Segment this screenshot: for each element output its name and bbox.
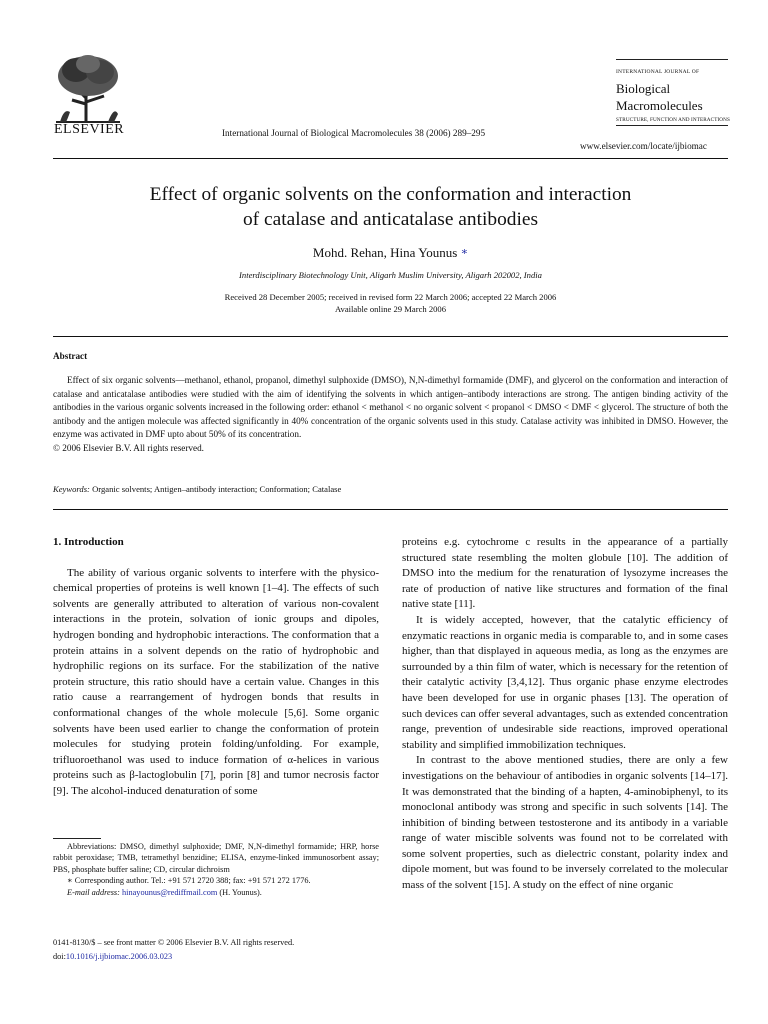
keywords-label: Keywords: — [53, 484, 90, 494]
corresponding-author-footnote: ∗ Corresponding author. Tel.: +91 571 2720 388; fax: +91 571 272 1776. — [67, 876, 311, 886]
abstract-bottom-rule — [53, 509, 728, 510]
journal-citation: International Journal of Biological Macromolecules 38 (2006) 289–295 — [222, 128, 486, 138]
footnote-rule — [53, 838, 101, 839]
article-title — [53, 182, 728, 232]
journal-url-link[interactable]: www.elsevier.com/locate/ijbiomac — [580, 141, 707, 151]
journal-brand-name — [616, 80, 703, 114]
doi-label: doi: — [53, 951, 66, 961]
doi-link[interactable]: 10.1016/j.ijbiomac.2006.03.023 — [65, 951, 173, 961]
journal-brand-top: INTERNATIONAL JOURNAL OF — [616, 69, 700, 75]
brand-top-rule — [616, 59, 728, 60]
left-column — [53, 535, 379, 800]
abbreviations-footnote: Abbreviations: DMSO, dimethyl sulphoxide; DMF, N,N-dimethyl formamide; HRP, horse rabbit peroxidase; TMB, tetramethyl benzidine; ELISA, enzyme-linked immunosorbent assay; PBS, phosphate buffer saline; CD, circular dichroism — [53, 842, 379, 874]
keywords-list: Organic solvents; Antigen–antibody interaction; Conformation; Catalase — [92, 484, 342, 494]
received-dates: Received 28 December 2005; received in revised form 22 March 2006; accepted 22 March 2006 — [224, 292, 557, 302]
journal-brand-line1: Biological — [616, 81, 671, 96]
right-column — [402, 535, 728, 894]
page-footer — [53, 936, 294, 963]
right-paragraph-2: It is widely accepted, however, that the catalytic efficiency of enzymatic reactions in organic media is comparable to, and in some cases higher, than that displayed in aqueous media, as long as the enzymes are surrounded by a thin film of water, which is necessary for the retention of their catalytic activity [3,4,12]. Thus organic phase enzyme electrodes have been developed for use in organic phases [13]. The operation of such devices can offer several advantages, such as extended concentration range, prevention of undesirable side reactions, improved operational stability and simplified immobilization techniques. — [402, 613, 728, 751]
email-link[interactable]: hinayounus@rediffmail.com — [122, 887, 218, 897]
email-footnote — [53, 887, 379, 898]
abstract-paragraph: Effect of six organic solvents—methanol, ethanol, propanol, dimethyl sulphoxide (DMSO), N,N-dimethyl formamide (DMF), and glycerol on the conformation and interaction of catalase and anticatalase antibodies were studied with the aim of identifying the solvents in which antigen–antibody interactions are strong. The antigen binding activity of the antibodies in the various organic solvents increased in the following order: ethanol < methanol < no organic solvent < propanol < DMSO < DMF < glycerol. The structure of both the antibody and the antigen molecule was affected significantly in 40% concentration of the organic solvents used in this study. Catalase activity was inhibited in DMSO. However, the enzyme was activated in DMF upto about 50% of its concentration. — [53, 375, 728, 440]
title-line-1: Effect of organic solvents on the conformation and interaction — [149, 184, 632, 205]
journal-brand-subtitle: STRUCTURE, FUNCTION AND INTERACTIONS — [616, 117, 730, 123]
footnotes — [53, 841, 379, 898]
brand-bottom-rule — [616, 125, 728, 126]
header-divider — [53, 158, 728, 159]
doi-line — [53, 950, 294, 964]
authors-text: Mohd. Rehan, Hina Younus — [312, 245, 458, 260]
keywords — [53, 484, 341, 494]
right-paragraph-1: proteins e.g. cytochrome c results in the appearance of a partially structured state resembling the molten globule [10]. The addition of DMSO into the medium for the renaturation of lysozyme increases the rate of production of native like structures and formation of the final native state [11]. — [402, 536, 728, 611]
issn-line: 0141-8130/$ – see front matter © 2006 Elsevier B.V. All rights reserved. — [53, 938, 295, 947]
title-line-2: of catalase and anticatalase antibodies — [242, 209, 539, 230]
abstract-copyright: © 2006 Elsevier B.V. All rights reserved. — [53, 442, 204, 453]
intro-paragraph-1: The ability of various organic solvents to interfere with the physico-chemical properties of proteins is well known [1–4]. The effects of such solvents are generally attributed to alteration of various non-covalent interactions in the protein, solvation of ionic groups and dipoles, hydrogen bonding and hydrophobic interactions. The conformation that a protein attains in a solvent depends on the ratio of hydrophobic and hydrophilic regions on its surface. For the stabilization of the native protein structure, this ratio should have a certain value. Changes in this ratio cause a rearrangement of hydrogen bonds that results in conformational changes of the whole molecule [5,6]. Some organic solvents have been used earlier to change the conformation of protein molecules for studying protein folding/unfolding. For example, trifluoroethanol was used to induce formation of α-helices in various proteins such as β-lactoglobulin [7], porin [8] and tumor necrosis factor [9]. The alcohol-induced denaturation of some — [53, 566, 379, 797]
journal-brand-line2: Macromolecules — [616, 98, 703, 113]
affiliation: Interdisciplinary Biotechnology Unit, Aligarh Muslim University, Aligarh 202002, India — [239, 270, 542, 280]
elsevier-tree-logo — [50, 52, 126, 124]
author-list — [53, 245, 728, 261]
section-heading-introduction: 1. Introduction — [53, 536, 124, 548]
available-online: Available online 29 March 2006 — [334, 304, 447, 314]
right-paragraph-3: In contrast to the above mentioned studies, there are only a few investigations on the behaviour of antibodies in organic solvents [14–17]. It was demonstrated that the binding of a hapten, 4-aminobiphenyl, to its monoclonal antibody was strong and specific in such solvents [14]. The inhibition of binding between testosterone and its antibody in a variable range of water miscible solvents was found not to be correlated with some solvent properties, such as dielectric constant, polarity index and dipole moment, but was found to be inversely correlated to the molecular mass of the solvent [15]. A study on the effect of nine organic — [402, 754, 728, 892]
corresponding-author-mark[interactable]: ∗ — [460, 246, 469, 258]
email-label: E-mail address: — [67, 887, 120, 897]
abstract-body — [53, 374, 728, 456]
email-suffix: (H. Younus). — [219, 887, 262, 897]
publisher-name: ELSEVIER — [54, 122, 125, 137]
abstract-heading: Abstract — [53, 351, 88, 361]
abstract-top-rule — [53, 336, 728, 337]
article-dates — [53, 291, 728, 315]
